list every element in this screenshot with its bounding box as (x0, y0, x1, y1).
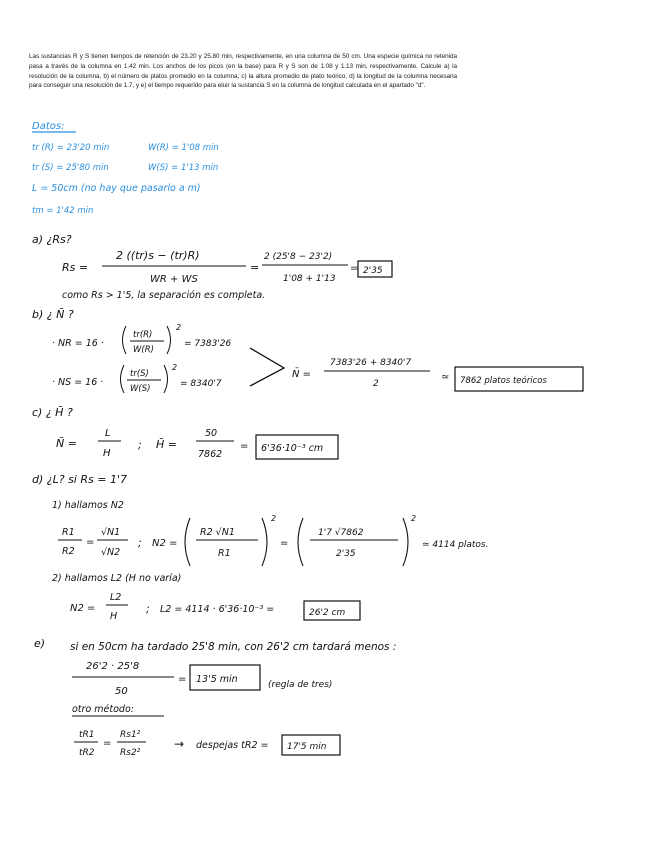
part-d-pow: 2 (271, 514, 277, 523)
part-a-denominator-values: 1'08 + 1'13 (283, 274, 336, 284)
datos-heading: Datos: (32, 121, 65, 132)
part-e-label: e) (34, 637, 46, 650)
part-d-equals: = (86, 537, 95, 548)
part-d-l-den: H (110, 611, 118, 622)
part-e-text: si en 50cm ha tardado 25'8 min, con 26'2 cm tardará menos : (70, 641, 397, 653)
part-d-pow-2: 2 (411, 514, 417, 523)
part-b-ns-num: tr(S) (130, 369, 149, 379)
part-c-n-num: L (105, 428, 111, 439)
part-d-paren-left-2 (298, 518, 303, 566)
part-d-step2: 2) hallamos L2 (H no varía) (52, 573, 182, 584)
part-d-r2: R2 (62, 546, 75, 557)
part-c-label: c) ¿ H̄ ? (32, 406, 73, 419)
part-e-denominator: 50 (115, 686, 128, 697)
part-d-n2-num: R2 √N1 (200, 527, 235, 538)
datos-length: L = 50cm (no hay que pasarlo a m) (32, 183, 201, 194)
part-d-n2-lhs: N2 = (152, 538, 178, 549)
part-a-numerator: 2 ((tr)s − (tr)R) (116, 249, 200, 262)
arrow-right-icon: → (174, 737, 185, 751)
part-d-separator: ; (138, 536, 142, 549)
part-b-avg-num: 7383'26 + 8340'7 (330, 358, 412, 368)
part-d-label: d) ¿L? si Rs = 1'7 (32, 473, 127, 486)
part-e-f-num-right: Rs1² (120, 730, 141, 740)
part-d-result: 26'2 cm (309, 608, 346, 618)
part-a-equals-2: = (350, 263, 359, 274)
part-e-f-equals: = (103, 738, 112, 749)
part-b-nr-paren-right (167, 326, 171, 354)
part-d-sqrt-n1: √N1 (101, 527, 121, 538)
datos-w-r: W(R) = 1'08 min (148, 143, 219, 153)
part-b-ns-paren-left (121, 365, 125, 393)
part-e-f-den-left: tR2 (79, 748, 95, 758)
part-a-result: 2'35 (363, 266, 383, 276)
part-e-other-method: otro método: (72, 704, 134, 715)
part-c-h-num: 50 (205, 428, 218, 439)
part-b-ns-pow: 2 (172, 363, 178, 372)
datos-section (32, 121, 219, 216)
part-d-n2-result: ≃ 4114 platos. (422, 540, 489, 550)
part-e-f-den-right: Rs2² (120, 748, 141, 758)
part-e-equals: = (178, 674, 187, 685)
part-b (32, 308, 583, 394)
part-b-approx: ≃ (441, 372, 450, 383)
part-b-ns-paren-right (164, 365, 168, 393)
part-c-result: 6'36·10⁻³ cm (261, 443, 324, 454)
part-b-ns-den: W(S) (130, 384, 151, 394)
part-b-label: b) ¿ N̄ ? (32, 308, 74, 321)
part-d-n2b-den: 2'35 (336, 549, 356, 559)
part-e-result2: 17'5 min (287, 742, 327, 752)
part-c-n-den: H (103, 448, 111, 459)
part-a (32, 233, 392, 301)
part-a-note: como Rs > 1'5, la separación es completa. (62, 290, 266, 301)
part-b-result: 7862 platos teóricos (460, 376, 547, 386)
part-b-avg-den: 2 (373, 379, 379, 389)
part-a-label: a) ¿Rs? (32, 233, 72, 246)
part-b-nr-lhs: · NR = 16 · (52, 338, 104, 349)
datos-tr-r: tr (R) = 23'20 min (32, 143, 110, 153)
part-e-f-num-left: tR1 (79, 730, 95, 740)
datos-tr-s: tr (S) = 25'80 min (32, 163, 109, 173)
part-d-paren-left (185, 518, 190, 566)
part-d-n2b-num: 1'7 √7862 (318, 528, 364, 538)
part-a-lhs: Rs = (62, 261, 89, 274)
part-d-l-calc: L2 = 4114 · 6'36·10⁻³ = (160, 604, 275, 615)
part-c (32, 406, 338, 460)
part-a-denominator: WR + WS (150, 274, 198, 285)
part-d (32, 473, 488, 622)
part-d-paren-right-2 (403, 518, 408, 566)
datos-tm: tm = 1'42 min (32, 206, 94, 216)
problem-statement: Las sustancias R y S tienen tiempos de retención de 23.20 y 25.80 min, respectivamente, en una columna de 50 cm. Una especie química no retenida pasa a través de la columna en 1.42 min. Los anchos de los picos (en la base) para R y S son de 1.08 y 1.13 min, respectivamente. Calcule a) la resolución de la columna, b) el número de platos promedio en la columna, c) la altura promedio de plato teórico, d) la longitud de la columna necesaria para conseguir una resolución de 1.7, y e) el tiempo requerido para eluir la sustancia S en la columna de longitud calculada en el apartado "d". (29, 53, 457, 90)
part-b-nr-den: W(R) (133, 345, 154, 355)
part-e-numerator: 26'2 · 25'8 (86, 661, 140, 672)
part-c-h-lhs: H̄ = (156, 438, 177, 451)
part-a-equals: = (250, 261, 260, 274)
part-e (34, 637, 396, 758)
part-b-avg-lhs: N̄ = (292, 369, 312, 380)
part-c-equals: = (240, 441, 249, 452)
part-b-nr-result: = 7383'26 (184, 339, 232, 349)
part-d-n2-den: R1 (218, 548, 231, 559)
part-d-separator-2: ; (146, 602, 150, 615)
part-b-ns-result: = 8340'7 (180, 379, 222, 389)
part-e-note: (regla de tres) (268, 680, 333, 690)
part-d-step1: 1) hallamos N2 (52, 500, 124, 511)
part-a-numerator-values: 2 (25'8 − 23'2) (264, 252, 333, 262)
part-c-h-den: 7862 (198, 449, 223, 460)
part-b-nr-paren-left (123, 326, 127, 354)
part-b-bracket (250, 348, 284, 386)
part-d-sqrt-n2: √N2 (101, 547, 121, 558)
datos-w-s: W(S) = 1'13 min (148, 163, 219, 173)
part-d-l-num: L2 (110, 592, 122, 603)
part-d-r1: R1 (62, 527, 75, 538)
part-e-result: 13'5 min (196, 674, 238, 685)
part-b-nr-pow: 2 (176, 323, 182, 332)
part-b-ns-lhs: · NS = 16 · (52, 377, 104, 388)
part-b-nr-num: tr(R) (133, 330, 153, 340)
part-c-n-lhs: N̄ = (56, 437, 77, 450)
part-d-paren-right (262, 518, 267, 566)
part-c-separator: ; (138, 438, 142, 451)
part-d-equals-2: = (280, 538, 289, 549)
part-d-l-lhs: N2 = (70, 603, 96, 614)
part-e-arrow-text: despejas tR2 = (196, 740, 269, 751)
